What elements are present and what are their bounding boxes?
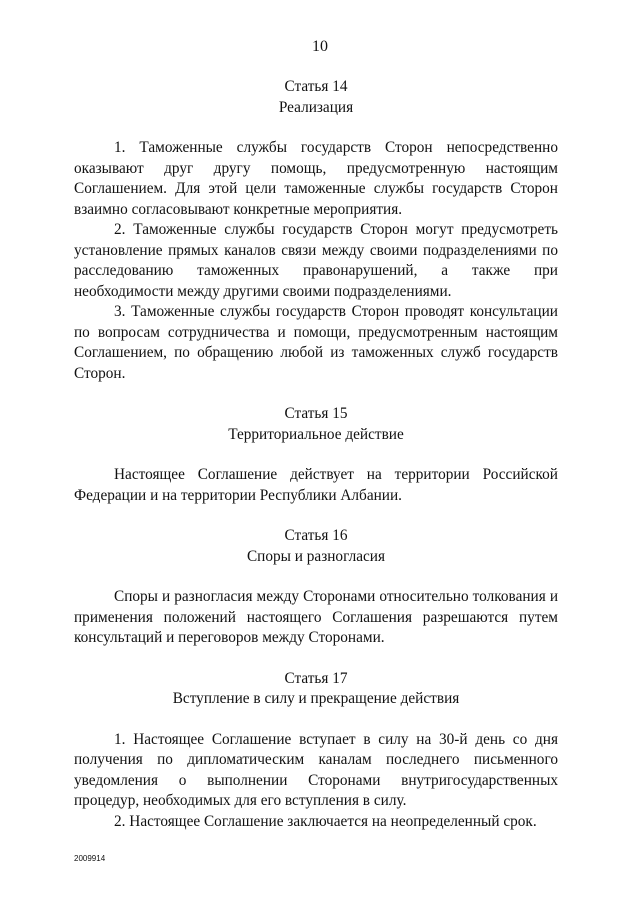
paragraph: 1. Таможенные службы государств Сторон непосредственно оказывают друг другу помощь, предусмотренную настоящим Соглашением. Для этой цели таможенные службы государств Сторон взаимно согласовывают конкретные мероприятия.	[74, 139, 558, 218]
article-14	[74, 77, 558, 384]
article-number: Статья 16	[284, 527, 348, 544]
article-16	[74, 526, 558, 649]
paragraph: 3. Таможенные службы государств Сторон проводят консультации по вопросам сотрудничества и помощи, предусмотренным настоящим Соглашением, по обращению любой из таможенных служб государств Сторон.	[74, 303, 558, 382]
paragraph: 2. Таможенные службы государств Сторон могут предусмотреть установление прямых каналов связи между своими подразделениями по расследованию таможенных правонарушений, а также при необходимости между другими своими подразделениями.	[74, 221, 558, 300]
article-15	[74, 404, 558, 506]
article-number: Статья 17	[284, 669, 348, 687]
page-number: 10	[312, 38, 328, 55]
paragraph: Споры и разногласия между Сторонами относительно толкования и применения положений настоящего Соглашения разрешаются путем консультаций и переговоров между Сторонами.	[74, 588, 558, 646]
article-title: Споры и разногласия	[246, 547, 386, 565]
paragraph: 1. Настоящее Соглашение вступает в силу на 30-й день со дня получения по дипломатическим каналам последнего письменного уведомления о выполнении Сторонами внутригосударственных процедур, необходимых для его вступления в силу.	[74, 730, 558, 809]
article-number: Статья 15	[284, 405, 348, 422]
article-17	[74, 669, 558, 833]
document-code: 2009914	[74, 854, 106, 863]
article-title: Реализация	[278, 98, 354, 116]
paragraph: 2. Настоящее Соглашение заключается на неопределенный срок.	[114, 812, 537, 830]
paragraph: Настоящее Соглашение действует на территории Российской Федерации и на территории Республики Албании.	[74, 466, 558, 504]
article-title: Территориальное действие	[228, 425, 404, 443]
article-title: Вступление в силу и прекращение действия	[172, 690, 460, 707]
article-number: Статья 14	[284, 78, 348, 95]
document-body	[74, 77, 558, 832]
